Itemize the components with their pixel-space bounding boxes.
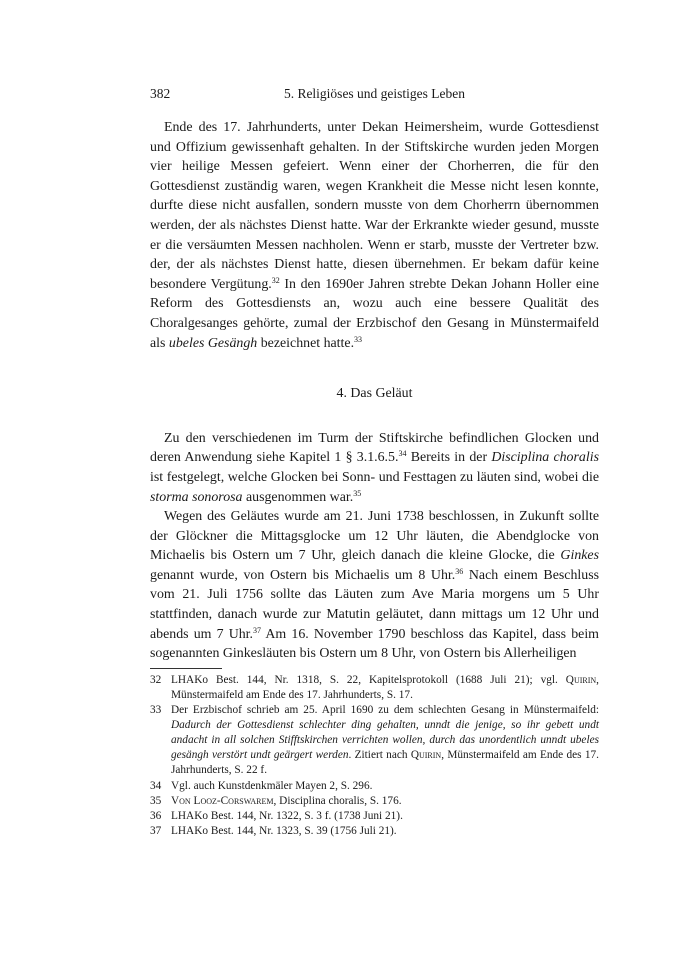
footnote-number: 35: [150, 794, 162, 807]
footnote-34: [150, 779, 599, 794]
author-name: Quirin: [410, 749, 442, 762]
footnote-text-part: , Münstermaifeld am Ende des 17. Jahrhunderts, S. 22 f.: [171, 749, 599, 777]
footnote-text-part: Der Erzbischof schrieb am 25. April 1690 zu dem schlechten Gesang in Münstermaifeld:: [171, 704, 599, 717]
footnotes: [150, 673, 599, 839]
footnote-number: 34: [150, 779, 162, 792]
footnote-37: [150, 824, 599, 839]
footnote-ref-35[interactable]: 35: [353, 488, 362, 498]
italic-term: Ginkes: [560, 548, 599, 564]
paragraph-text: Ende des 17. Jahrhunderts, unter Dekan Heimersheim, wurde Gottesdienst und Offizium gewissenhaft gehalten. In der Stiftskirche wurden jeden Morgen vier heilige Messen gefeiert. Wenn einer der Chorherren, die für den Gottesdienst zuständig waren, wegen Krankheit die Messe nicht lesen konnte, durfte diese nicht ausfallen, sondern musste von dem Chorherrn übernommen werden, der als nächstes Dienst hatte. War der Erkrankte wieder gesund, musste er die versäumten Messen nachholen. Wenn er starb, musste der Vertreter bzw. der, der als nächstes Dienst hatte, diesen übernehmen. Er bekam dafür keine besondere Vergütung.: [150, 120, 599, 292]
italic-title: Disciplina choralis: [491, 450, 599, 466]
footnote-text-part: , Münstermaifeld am Ende des 17. Jahrhunderts, S. 17.: [171, 673, 599, 701]
footnote-number: 32: [150, 673, 162, 686]
footnote-divider: [150, 668, 222, 669]
paragraph-text: genannt wurde, von Ostern bis Michaelis um 8 Uhr.: [150, 567, 456, 583]
footnote-number: 33: [150, 704, 162, 717]
paragraph-text: In den 1690er Jahren strebte Dekan Johann Holler eine Reform des Gottesdiensts an, wozu auch eine bessere Qualität des Choralgesanges gehörte, zumal der Erzbischof den Gesang in Münstermaifeld als: [150, 276, 599, 351]
page-number: 382: [150, 86, 171, 101]
footnote-text-part: LHAKo Best. 144, Nr. 1318, S. 22, Kapitelsprotokoll (1688 Juli 21); vgl.: [171, 673, 566, 686]
paragraph-1: [150, 118, 599, 353]
footnote-ref-34[interactable]: 34: [398, 449, 407, 459]
paragraph-text: Nach einem Beschluss vom 21. Juli 1756 sollte das Läuten zum Ave Maria morgens um 5 Uhr stattfinden, danach wurde zur Matutin geläutet, dann mittags um 12 Uhr und abends um 7 Uhr.: [150, 567, 599, 642]
paragraph-text: Bereits in der: [406, 450, 492, 466]
footnote-text: [171, 703, 599, 778]
footnote-35: [150, 794, 599, 809]
author-name: Von Looz-Corswarem: [171, 794, 274, 807]
footnote-text-part: . Zitiert nach: [348, 749, 411, 762]
section-heading: 4. Das Geläut: [336, 386, 413, 402]
footnote-32: [150, 673, 599, 703]
paragraph-text: Zu den verschiedenen im Turm der Stiftskirche befindlichen Glocken und deren Anwendung siehe Kapitel 1 § 3.1.6.5.: [150, 430, 599, 466]
footnote-text: Vgl. auch Kunstdenkmäler Mayen 2, S. 296.: [171, 779, 373, 792]
running-title: 5. Religiöses und geistiges Leben: [283, 86, 466, 101]
footnote-ref-37[interactable]: 37: [253, 625, 262, 635]
main-text: [150, 118, 599, 839]
paragraph-2: [150, 429, 599, 507]
footnote-33: [150, 703, 599, 778]
paragraph-text: Am 16. November 1790 beschloss das Kapitel, dass beim sogenannten Ginkesläuten bis Ostern um 8 Uhr, von Ostern bis Allerheiligen: [150, 626, 599, 662]
paragraph-text: ausgenommen war.: [242, 489, 354, 505]
paragraph-text: Wegen des Geläutes wurde am 21. Juni 1738 beschlossen, in Zukunft sollte der Glöckner die Mittagsglocke um 12 Uhr läuten, die Abendglocke von Michaelis bis Ostern um 7 Uhr, gleich danach die kleine Glocke, die: [150, 509, 599, 564]
footnote-ref-33[interactable]: 33: [354, 334, 363, 344]
footnote-number: 36: [150, 809, 162, 822]
footnote-ref-32[interactable]: 32: [271, 275, 280, 285]
paragraph-text: ist festgelegt, welche Glocken bei Sonn- und Festtagen zu läuten sind, wobei die: [150, 469, 599, 485]
footnote-text: [171, 673, 599, 703]
author-name: Quirin: [565, 673, 597, 686]
footnote-text: [171, 794, 599, 809]
italic-quote: ubeles Gesängh: [168, 335, 258, 351]
paragraph-3: [150, 507, 599, 664]
italic-term: storma sonorosa: [150, 489, 243, 505]
italic-quote: Dadurch der Gottesdienst schlechter ding gehalten, unndt die jenige, so ihr gebett undt andacht in all solchen Stifftskirchen verrichten wollen, durch das unordentlich unndt ubeles gesängh verstört undt geärgert werden: [171, 719, 599, 762]
footnote-36: [150, 809, 599, 824]
footnote-ref-36[interactable]: 36: [455, 566, 464, 576]
footnote-text-part: , Disciplina choralis, S. 176.: [273, 794, 402, 807]
footnote-number: 37: [150, 824, 162, 837]
footnote-text: LHAKo Best. 144, Nr. 1323, S. 39 (1756 Juli 21).: [171, 824, 397, 837]
footnote-text: LHAKo Best. 144, Nr. 1322, S. 3 f. (1738 Juni 21).: [171, 809, 403, 822]
paragraph-text: bezeichnet hatte.: [257, 335, 355, 351]
